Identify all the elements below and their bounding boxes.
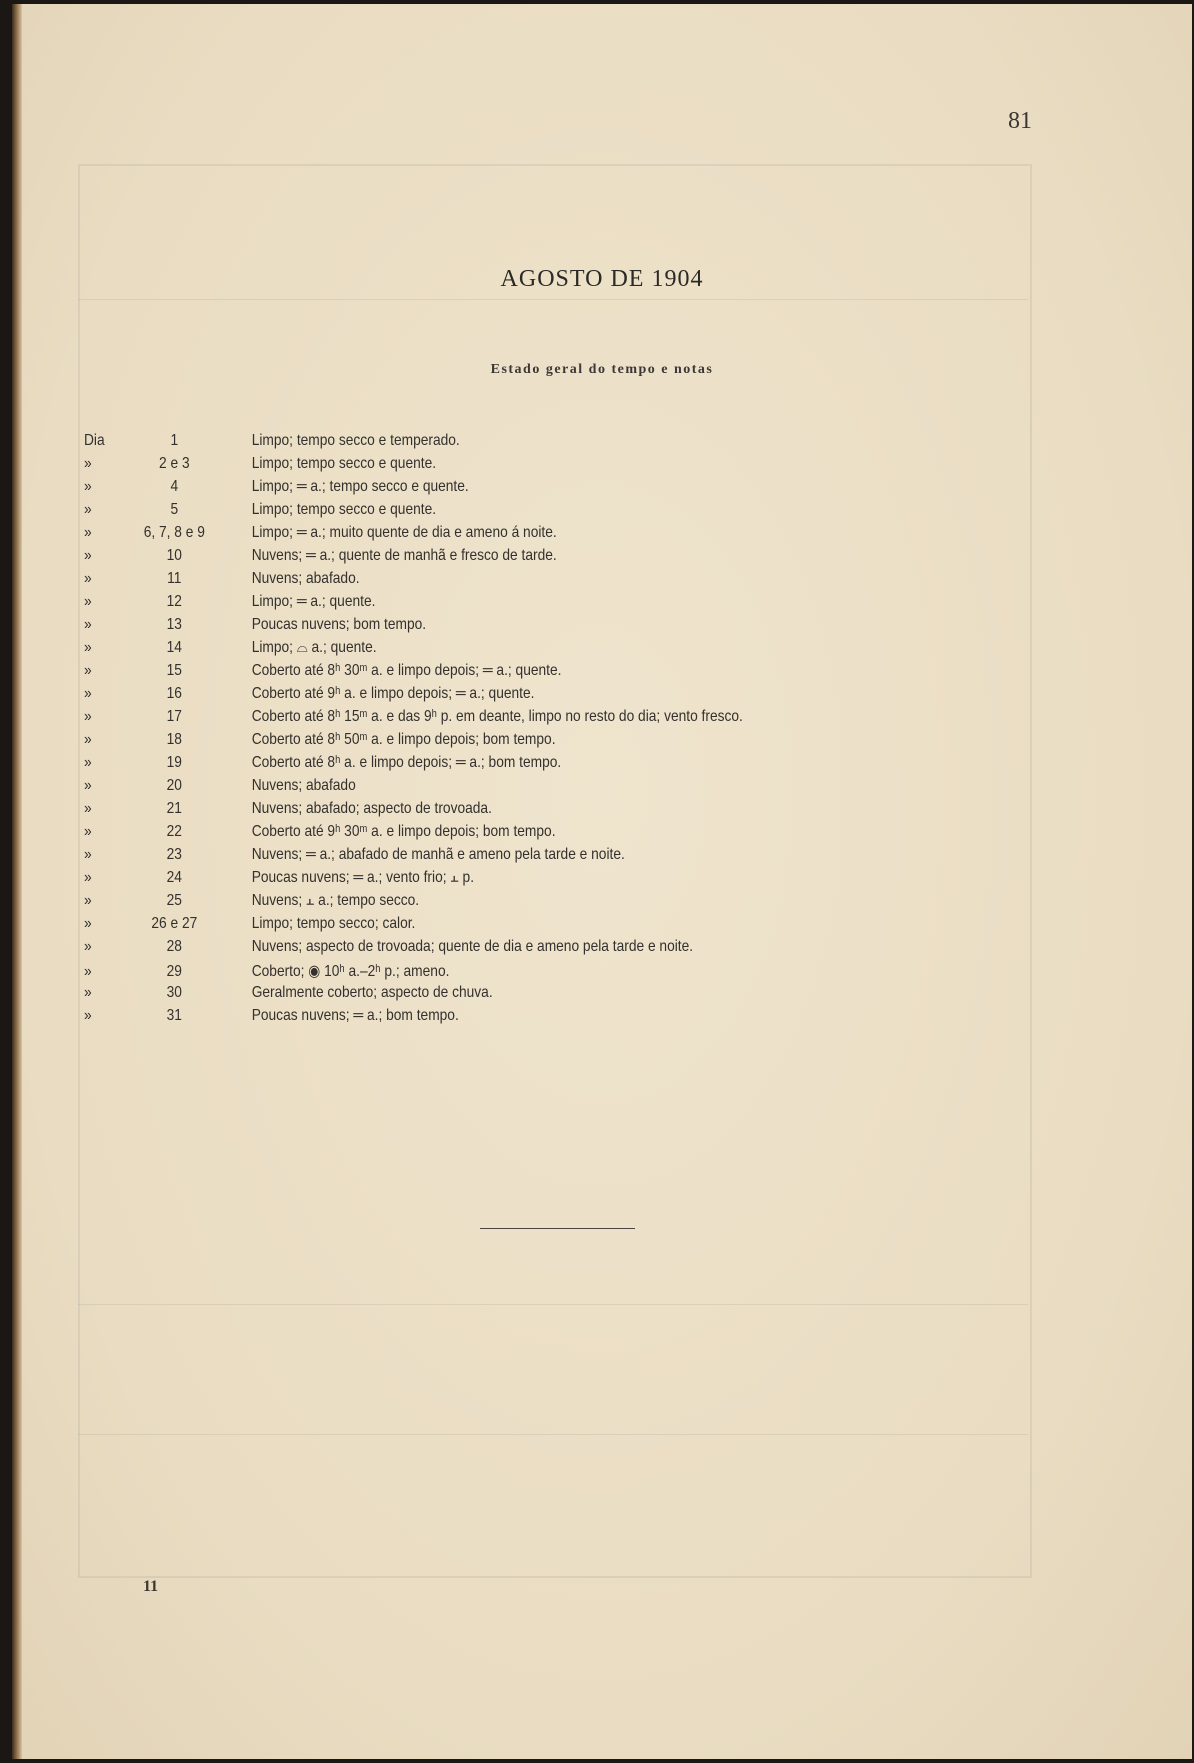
day-cell: 22 xyxy=(166,823,182,840)
row-label: » xyxy=(84,823,92,840)
note-cell: Limpo; ═ a.; tempo secco e quente. xyxy=(251,478,469,495)
day-cell: 10 xyxy=(166,547,182,564)
day-cell: 2 e 3 xyxy=(158,455,190,472)
row-label: » xyxy=(84,662,92,679)
note-cell: Limpo; ═ a.; muito quente de dia e ameno á noite. xyxy=(251,524,557,541)
row-label: » xyxy=(84,478,92,495)
weather-note-row xyxy=(84,892,892,915)
day-cell: 14 xyxy=(166,639,182,656)
row-label: » xyxy=(84,754,92,771)
row-label: » xyxy=(84,524,92,541)
weather-note-row xyxy=(84,754,892,777)
note-cell: Nuvens; abafado; aspecto de trovoada. xyxy=(251,800,492,817)
row-label: » xyxy=(84,869,92,886)
day-cell: 13 xyxy=(166,616,182,633)
day-cell: 23 xyxy=(166,846,182,863)
weather-note-row xyxy=(84,961,892,984)
row-label: » xyxy=(84,777,92,794)
day-cell: 11 xyxy=(167,570,182,587)
show-through-rule xyxy=(78,1304,1028,1305)
weather-note-row xyxy=(84,800,892,823)
row-label: » xyxy=(84,892,92,909)
weather-note-row xyxy=(84,616,892,639)
page xyxy=(12,4,1192,1759)
note-cell: Poucas nuvens; bom tempo. xyxy=(251,616,427,633)
note-cell: Limpo; tempo secco e quente. xyxy=(251,455,437,472)
row-label: » xyxy=(84,1007,92,1024)
note-cell: Coberto até 8ʰ 50ᵐ a. e limpo depois; bom tempo. xyxy=(251,731,556,748)
page-number: 81 xyxy=(1008,108,1032,134)
day-cell: 17 xyxy=(166,708,182,725)
weather-note-row xyxy=(84,1007,892,1030)
note-cell: Nuvens; abafado. xyxy=(251,570,360,587)
note-cell: Nuvens; aspecto de trovoada; quente de dia e ameno pela tarde e noite. xyxy=(251,938,694,955)
section-subtitle: Estado geral do tempo e notas xyxy=(490,362,714,377)
weather-note-row xyxy=(84,547,892,570)
row-label: » xyxy=(84,455,92,472)
note-cell: Coberto até 8ʰ a. e limpo depois; ═ a.; bom tempo. xyxy=(251,754,562,771)
row-label: » xyxy=(84,639,92,656)
day-cell: 26 e 27 xyxy=(151,915,198,932)
closing-rule xyxy=(480,1228,635,1229)
note-cell: Geralmente coberto; aspecto de chuva. xyxy=(251,984,493,1001)
day-cell: 25 xyxy=(166,892,182,909)
row-label: » xyxy=(84,846,92,863)
weather-note-row xyxy=(84,639,892,662)
row-label: » xyxy=(84,915,92,932)
weather-note-row xyxy=(84,570,892,593)
day-cell: 1 xyxy=(170,432,179,449)
day-cell: 20 xyxy=(166,777,182,794)
row-label: » xyxy=(84,501,92,518)
day-cell: 15 xyxy=(166,662,182,679)
weather-note-row xyxy=(84,777,892,800)
note-cell: Poucas nuvens; ═ a.; bom tempo. xyxy=(251,1007,459,1024)
show-through-rule xyxy=(78,1434,1028,1435)
row-label: » xyxy=(84,685,92,702)
row-label: » xyxy=(84,963,92,980)
note-cell: Coberto até 8ʰ 15ᵐ a. e das 9ʰ p. em deante, limpo no resto do dia; vento fresco. xyxy=(251,708,743,725)
weather-notes-list xyxy=(84,432,1024,1030)
row-label: » xyxy=(84,547,92,564)
note-cell: Nuvens; ═ a.; quente de manhã e fresco de tarde. xyxy=(251,547,557,564)
note-cell: Limpo; tempo secco e temperado. xyxy=(251,432,460,449)
row-label: » xyxy=(84,938,92,955)
note-cell: Coberto até 8ʰ 30ᵐ a. e limpo depois; ═ a.; quente. xyxy=(251,662,562,679)
weather-note-row xyxy=(84,869,892,892)
day-cell: 4 xyxy=(170,478,179,495)
page-title: AGOSTO DE 1904 xyxy=(500,266,704,292)
weather-note-row xyxy=(84,938,892,961)
note-cell: Limpo; tempo secco; calor. xyxy=(251,915,416,932)
note-cell: Nuvens; abafado xyxy=(251,777,356,794)
weather-note-row xyxy=(84,915,892,938)
row-label: » xyxy=(84,800,92,817)
note-cell: Coberto até 9ʰ a. e limpo depois; ═ a.; quente. xyxy=(251,685,535,702)
day-cell: 21 xyxy=(166,800,182,817)
day-cell: 24 xyxy=(166,869,182,886)
weather-note-row xyxy=(84,984,892,1007)
day-cell: 29 xyxy=(166,963,182,980)
day-cell: 18 xyxy=(166,731,182,748)
show-through-rule xyxy=(78,299,1028,300)
row-label: » xyxy=(84,984,92,1001)
weather-note-row xyxy=(84,662,892,685)
weather-note-row xyxy=(84,731,892,754)
weather-note-row xyxy=(84,432,892,455)
weather-note-row xyxy=(84,501,892,524)
row-label: » xyxy=(84,708,92,725)
weather-note-row xyxy=(84,823,892,846)
row-label: » xyxy=(84,593,92,610)
weather-note-row xyxy=(84,524,892,547)
weather-note-row xyxy=(84,478,892,501)
weather-note-row xyxy=(84,455,892,478)
weather-note-row xyxy=(84,846,892,869)
day-cell: 31 xyxy=(166,1007,182,1024)
weather-note-row xyxy=(84,593,892,616)
note-cell: Poucas nuvens; ═ a.; vento frio; ⫠ p. xyxy=(251,869,475,886)
note-cell: Nuvens; ═ a.; abafado de manhã e ameno pela tarde e noite. xyxy=(251,846,625,863)
day-cell: 12 xyxy=(166,593,182,610)
note-cell: Coberto; ◉ 10ʰ a.–2ʰ p.; ameno. xyxy=(251,963,450,980)
signature-mark: 11 xyxy=(143,1578,159,1595)
weather-note-row xyxy=(84,685,892,708)
day-cell: 30 xyxy=(166,984,182,1001)
note-cell: Limpo; ═ a.; quente. xyxy=(251,593,376,610)
row-label: » xyxy=(84,570,92,587)
note-cell: Nuvens; ⫠ a.; tempo secco. xyxy=(251,892,420,909)
row-label: » xyxy=(84,616,92,633)
day-cell: 16 xyxy=(166,685,182,702)
row-label: » xyxy=(84,731,92,748)
note-cell: Limpo; ⌓ a.; quente. xyxy=(251,639,377,656)
note-cell: Limpo; tempo secco e quente. xyxy=(251,501,437,518)
day-cell: 28 xyxy=(166,938,182,955)
day-cell: 19 xyxy=(166,754,182,771)
day-cell: 5 xyxy=(170,501,179,518)
day-cell: 6, 7, 8 e 9 xyxy=(143,524,205,541)
weather-note-row xyxy=(84,708,892,731)
row-label: Dia xyxy=(84,432,105,449)
note-cell: Coberto até 9ʰ 30ᵐ a. e limpo depois; bom tempo. xyxy=(251,823,556,840)
